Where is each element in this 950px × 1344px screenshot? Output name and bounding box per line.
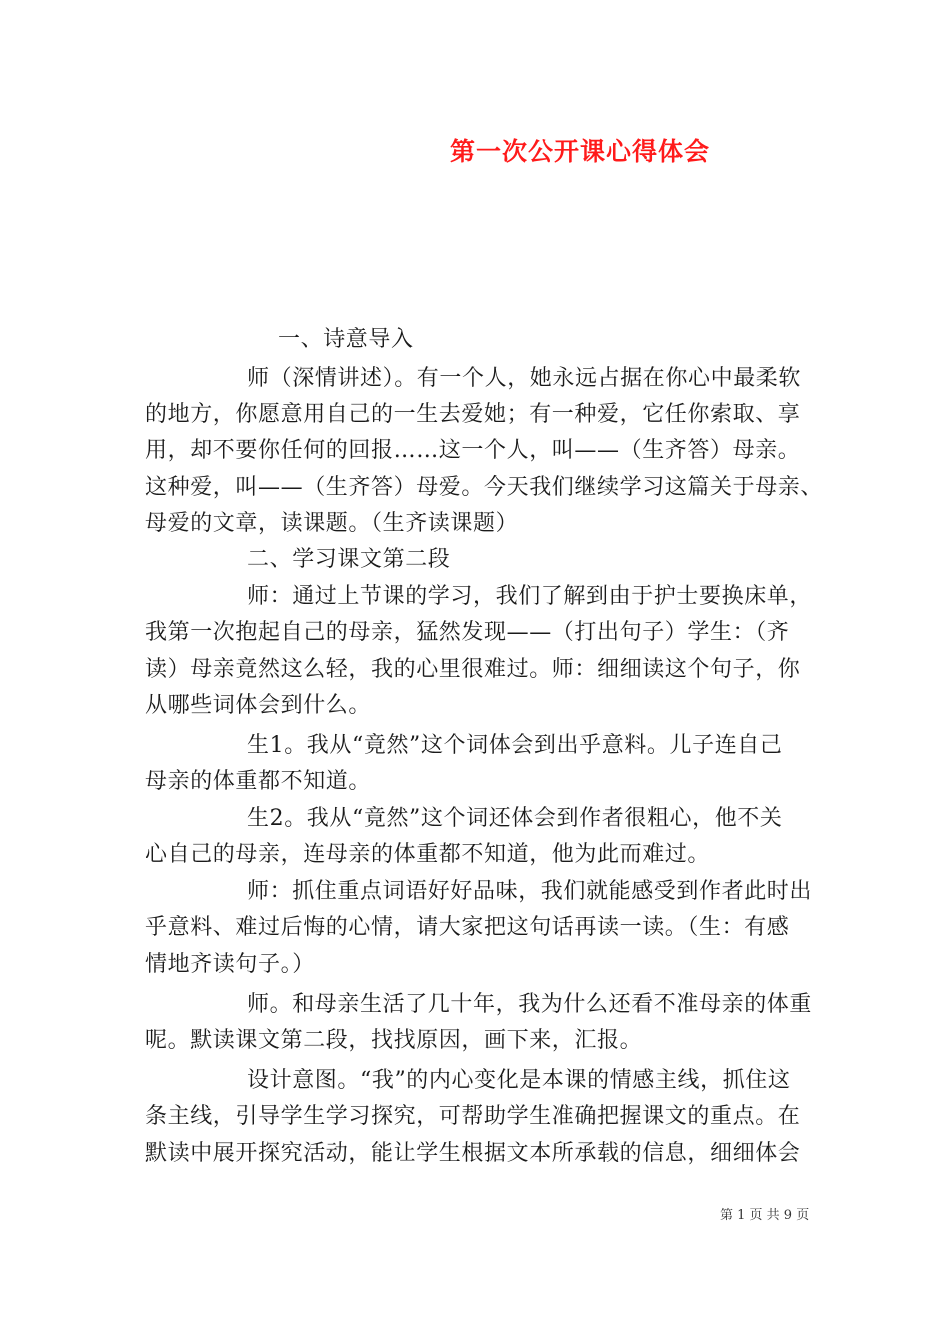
paragraph-line: 这种爱，叫——（生齐答）母爱。今天我们继续学习这篇关于母亲、 — [145, 475, 824, 500]
paragraph-line: 师：通过上节课的学习，我们了解到由于护士要换床单， — [247, 584, 813, 609]
page-number: 第 1 页 共 9 页 — [720, 1208, 810, 1223]
paragraph-line: 设计意图。“我”的内心变化是本课的情感主线，抓住这 — [247, 1068, 791, 1093]
paragraph-line: 乎意料、难过后悔的心情，请大家把这句话再读一读。（生：有感 — [145, 915, 790, 940]
paragraph-line: 师：抓住重点词语好好品味，我们就能感受到作者此时出 — [247, 879, 813, 904]
paragraph-line: 母爱的文章，读课题。（生齐读课题） — [145, 511, 519, 536]
paragraph-line: 的地方，你愿意用自己的一生去爱她；有一种爱，它任你索取、享 — [145, 402, 801, 427]
paragraph-line: 情地齐读句子。） — [145, 952, 315, 977]
section-heading: 一、诗意导入 — [278, 327, 414, 352]
paragraph-line: 用，却不要你任何的回报……这一个人，叫——（生齐答）母亲。 — [145, 438, 801, 463]
paragraph-line: 心自己的母亲，连母亲的体重都不知道，他为此而难过。 — [145, 842, 711, 867]
paragraph-line: 生1。我从“竟然”这个词体会到出乎意料。儿子连自己 — [247, 733, 783, 758]
paragraph-line: 默读中展开探究活动，能让学生根据文本所承载的信息，细细体会 — [145, 1141, 801, 1166]
paragraph-line: 师。和母亲生活了几十年，我为什么还看不准母亲的体重 — [247, 992, 813, 1017]
paragraph-line: 我第一次抱起自己的母亲，猛然发现——（打出句子）学生：（齐 — [145, 620, 790, 645]
paragraph-line: 呢。默读课文第二段，找找原因，画下来，汇报。 — [145, 1028, 643, 1053]
document-title: 第一次公开课心得体会 — [450, 137, 711, 166]
paragraph-line: 生2。我从“竟然”这个词还体会到作者很粗心，他不关 — [247, 806, 783, 831]
paragraph-line: 读）母亲竟然这么轻，我的心里很难过。师：细细读这个句子，你 — [145, 657, 801, 682]
paragraph-line: 从哪些词体会到什么。 — [145, 693, 372, 718]
paragraph-line: 母亲的体重都不知道。 — [145, 769, 372, 794]
paragraph-line: 师（深情讲述）。有一个人，她永远占据在你心中最柔软 — [247, 366, 802, 391]
section-heading: 二、学习课文第二段 — [247, 547, 451, 572]
paragraph-line: 条主线，引导学生学习探究，可帮助学生准确把握课文的重点。在 — [145, 1104, 801, 1129]
